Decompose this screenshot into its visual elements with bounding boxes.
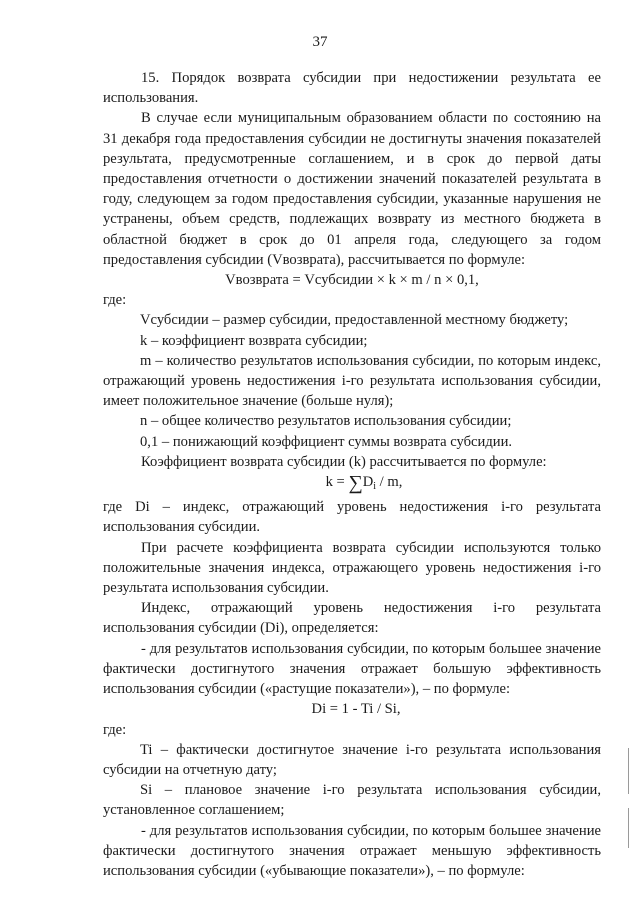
definition-item: Si – плановое значение i-го результата использования субсидии, установленное соглашением; (103, 782, 601, 819)
paragraph: где Di – индекс, отражающий уровень недостижения i-го результата использования субсидии. (103, 499, 601, 536)
paragraph: При расчете коэффициента возврата субсидии используются только положительные значения индекса, отражающего уровень недостижения i-го результата использования субсидии. (103, 539, 601, 597)
scan-edge-mark (628, 808, 629, 848)
formula-return-volume: Vвозврата = Vсубсидии × k × m / n × 0,1, (225, 272, 479, 289)
definition-item: k – коэффициент возврата субсидии; (140, 332, 368, 349)
definition-item: Vсубсидии – размер субсидии, предоставленной местному бюджету; (140, 312, 569, 329)
scan-edge-mark (628, 748, 629, 794)
definition-item: 0,1 – понижающий коэффициент суммы возврата субсидии. (140, 433, 513, 450)
document-body (103, 68, 601, 881)
paragraph: - для результатов использования субсидии, по которым большее значение фактически достигнутого значения отражает большую эффективность использования субсидии («растущие показатели»), – по формуле: (103, 640, 601, 698)
page-number: 37 (312, 34, 328, 50)
where-label: где: (103, 292, 127, 309)
paragraph: Коэффициент возврата субсидии (k) рассчитывается по формуле: (141, 453, 547, 470)
definition-item: m – количество результатов использования субсидии, по которым индекс, отражающий уровень недостижения i-го результата использования субсидии, имеет положительное значение (больше нуля); (103, 352, 601, 410)
paragraph: Индекс, отражающий уровень недостижения i-го результата использования субсидии (Di), определяется: (103, 600, 601, 637)
where-label: где: (103, 721, 127, 738)
formula-coefficient: $k = \sum D_i / m$, (325, 472, 403, 495)
definition-item: Ti – фактически достигнутое значение i-го результата использования субсидии на отчетную дату; (103, 741, 601, 778)
definition-item: n – общее количество результатов использования субсидии; (140, 413, 512, 430)
section-heading: 15. Порядок возврата субсидии при недостижении результата ее использования. (103, 70, 601, 107)
paragraph: В случае если муниципальным образованием области по состоянию на 31 декабря года предоставления субсидии не достигнуты значения показателей результата, предусмотренные соглашением, и в срок до первой даты предоставления отчетности о достижении значений показателей результата в году, следующем за годом предоставления субсидии, указанные нарушения не устранены, объем средств, подлежащих возврату из местного бюджета в областной бюджет в срок до 01 апреля года, следующего за годом предоставления субсидии (Vвозврата), рассчитывается по формуле: (103, 110, 601, 268)
paragraph: - для результатов использования субсидии, по которым большее значение фактически достигнутого значения отражает меньшую эффективность использования субсидии («убывающие показатели»), – по формуле: (103, 822, 601, 879)
formula-index: Di = 1 - Ti / Si, (311, 701, 401, 718)
